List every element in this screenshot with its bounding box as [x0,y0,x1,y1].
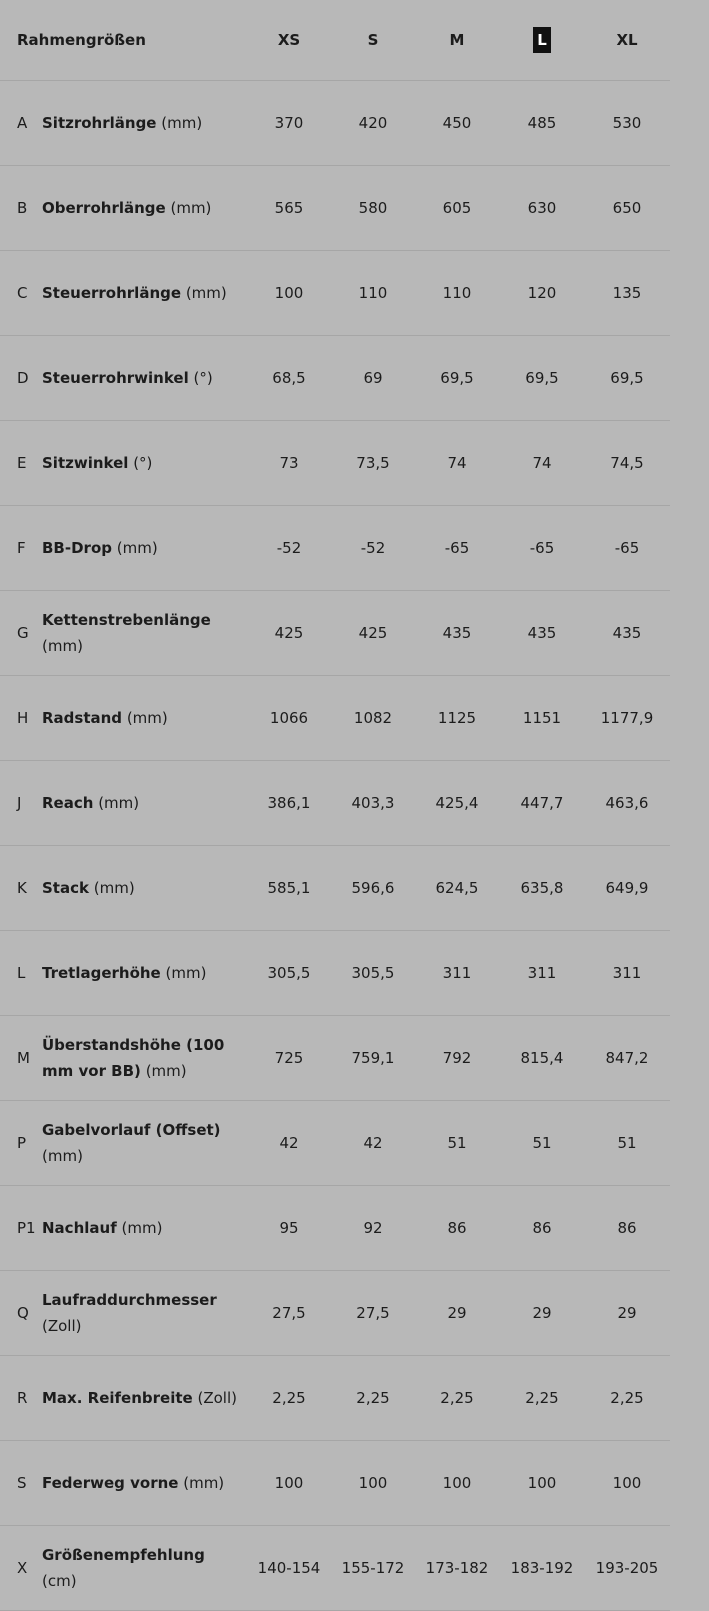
row-name: Stack [42,879,89,897]
value-xl: 100 [612,1474,642,1492]
row-name: Laufraddurchmesser [42,1291,217,1309]
row-name: Tretlagerhöhe [42,964,161,982]
value-m: 74 [447,454,467,472]
value-s: 2,25 [356,1389,390,1407]
row-letter: M [17,1049,30,1067]
table-row [0,421,670,506]
row-unit: (mm) [185,284,227,302]
row-label [42,607,242,659]
value-s: 305,5 [351,964,395,982]
value-xs: 68,5 [272,369,306,387]
row-unit: (mm) [42,1147,83,1165]
table-row [0,931,670,1016]
row-letter: J [17,794,22,812]
value-xs: 95 [279,1219,299,1237]
row-unit: (Zoll) [197,1389,237,1407]
row-letter: S [17,1474,27,1492]
table-row [0,1101,670,1186]
value-xl: 69,5 [610,369,644,387]
value-l: 815,4 [520,1049,564,1067]
row-letter: A [17,114,28,132]
value-xs: 2,25 [272,1389,306,1407]
row-letter: P1 [17,1219,36,1237]
value-l: 74 [532,454,552,472]
row-letter: H [17,709,29,727]
row-name: BB-Drop [42,539,112,557]
value-m: -65 [444,539,470,557]
table-row [0,251,670,336]
row-name: Gabelvorlauf (Offset) [42,1121,221,1139]
value-m: 435 [442,624,472,642]
value-s: 403,3 [351,794,395,812]
row-letter: C [17,284,28,302]
row-unit: (°) [193,369,213,387]
value-m: 86 [447,1219,467,1237]
row-name: Steuerrohrwinkel [42,369,189,387]
value-xl: 2,25 [610,1389,644,1407]
value-l: 2,25 [525,1389,559,1407]
table-row [0,1526,670,1611]
row-letter: G [17,624,29,642]
value-s: 110 [358,284,388,302]
table-row [0,761,670,846]
row-label [42,1032,242,1084]
row-unit: (mm) [93,879,135,897]
value-l: 447,7 [520,794,564,812]
value-xs: 100 [274,1474,304,1492]
value-xl: 193-205 [595,1559,659,1577]
value-l: 311 [527,964,557,982]
value-m: 1125 [437,709,477,727]
row-name: Sitzwinkel [42,454,129,472]
table-title: Rahmengrößen [17,31,146,49]
value-m: 69,5 [440,369,474,387]
row-unit: (mm) [121,1219,163,1237]
value-s: 73,5 [356,454,390,472]
value-m: 311 [442,964,472,982]
row-label [42,1287,242,1339]
table-row [0,1356,670,1441]
row-label [42,1542,242,1594]
value-m: 100 [442,1474,472,1492]
value-m: 29 [447,1304,467,1322]
value-xs: 305,5 [267,964,311,982]
row-letter: K [17,879,27,897]
row-unit: (mm) [170,199,212,217]
row-name: Radstand [42,709,123,727]
value-l: 183-192 [510,1559,574,1577]
value-m: 425,4 [435,794,479,812]
row-name: Oberrohrlänge [42,199,166,217]
value-m: 450 [442,114,472,132]
row-letter: E [17,454,27,472]
row-letter: Q [17,1304,29,1322]
row-label [42,110,242,136]
row-unit: (mm) [98,794,140,812]
row-label [42,705,242,731]
value-s: 420 [358,114,388,132]
row-letter: X [17,1559,28,1577]
row-label [42,1470,242,1496]
table-row [0,846,670,931]
value-xs: 100 [274,284,304,302]
value-s: 1082 [353,709,393,727]
value-xl: 650 [612,199,642,217]
value-s: 42 [363,1134,383,1152]
table-header-row [0,0,670,81]
row-name: Größenempfehlung [42,1546,205,1564]
value-xs: 42 [279,1134,299,1152]
row-letter: P [17,1134,27,1152]
table-row [0,81,670,166]
value-l: -65 [529,539,555,557]
row-label [42,1215,242,1241]
value-xs: 386,1 [267,794,311,812]
value-xs: 140-154 [257,1559,321,1577]
row-name: Nachlauf [42,1219,117,1237]
row-label [42,1385,242,1411]
table-row [0,506,670,591]
value-s: 425 [358,624,388,642]
row-label [42,450,242,476]
value-s: 580 [358,199,388,217]
row-label [42,875,242,901]
row-unit: (mm) [183,1474,225,1492]
value-m: 792 [442,1049,472,1067]
row-label [42,960,242,986]
value-xs: 585,1 [267,879,311,897]
value-xs: 27,5 [272,1304,306,1322]
value-m: 51 [447,1134,467,1152]
table-row [0,1441,670,1526]
value-xl: 435 [612,624,642,642]
value-xs: 565 [274,199,304,217]
value-xl: 51 [617,1134,637,1152]
row-name: Reach [42,794,94,812]
row-unit: (mm) [161,114,203,132]
selected-size-badge[interactable]: L [533,27,551,53]
value-l: 435 [527,624,557,642]
row-letter: D [17,369,29,387]
size-tab-l[interactable] [500,31,584,49]
value-l: 635,8 [520,879,564,897]
value-l: 86 [532,1219,552,1237]
value-m: 2,25 [440,1389,474,1407]
value-xl: 530 [612,114,642,132]
row-letter: L [17,964,26,982]
row-name: Max. Reifenbreite [42,1389,193,1407]
row-name: Federweg vorne [42,1474,179,1492]
value-xs: -52 [276,539,302,557]
size-tab-xs[interactable]: XS [277,31,301,49]
value-xs: 370 [274,114,304,132]
value-l: 51 [532,1134,552,1152]
value-l: 630 [527,199,557,217]
value-s: 100 [358,1474,388,1492]
value-s: 759,1 [351,1049,395,1067]
value-s: 27,5 [356,1304,390,1322]
row-unit: (mm) [126,709,168,727]
row-name: Sitzrohrlänge [42,114,157,132]
value-xl: 86 [617,1219,637,1237]
size-tab-s[interactable]: S [367,31,379,49]
value-xs: 73 [279,454,299,472]
value-xl: 847,2 [605,1049,649,1067]
row-label [42,195,242,221]
value-m: 605 [442,199,472,217]
row-label [42,1117,242,1169]
value-xs: 1066 [269,709,309,727]
row-letter: R [17,1389,28,1407]
row-letter: B [17,199,28,217]
value-xl: 135 [612,284,642,302]
table-row [0,676,670,761]
value-xs: 425 [274,624,304,642]
row-unit: (Zoll) [42,1317,82,1335]
value-s: 596,6 [351,879,395,897]
row-name: Kettenstrebenlänge [42,611,211,629]
size-tab-m[interactable]: M [449,31,465,49]
value-s: -52 [360,539,386,557]
row-label [42,280,242,306]
row-letter: F [17,539,26,557]
value-m: 173-182 [425,1559,489,1577]
row-label [42,790,242,816]
row-unit: (mm) [165,964,207,982]
row-name: Steuerrohrlänge [42,284,182,302]
value-l: 1151 [522,709,562,727]
value-s: 155-172 [341,1559,405,1577]
value-xl: 311 [612,964,642,982]
value-m: 624,5 [435,879,479,897]
value-xs: 725 [274,1049,304,1067]
value-l: 120 [527,284,557,302]
value-l: 100 [527,1474,557,1492]
value-xl: 29 [617,1304,637,1322]
value-xl: 649,9 [605,879,649,897]
value-xl: 1177,9 [600,709,654,727]
row-unit: (°) [133,454,153,472]
value-s: 92 [363,1219,383,1237]
value-xl: -65 [614,539,640,557]
value-l: 69,5 [525,369,559,387]
row-label [42,535,242,561]
table-row [0,166,670,251]
value-xl: 463,6 [605,794,649,812]
row-unit: (cm) [42,1572,77,1590]
table-row [0,1186,670,1271]
row-name: Überstandshöhe (100 mm vor BB) [42,1036,225,1080]
size-tab-xl[interactable]: XL [616,31,638,49]
value-m: 110 [442,284,472,302]
value-l: 29 [532,1304,552,1322]
row-unit: (mm) [145,1062,187,1080]
value-l: 485 [527,114,557,132]
row-label [42,365,242,391]
table-row [0,591,670,676]
table-row [0,1016,670,1101]
row-unit: (mm) [116,539,158,557]
table-row [0,336,670,421]
table-row [0,1271,670,1356]
value-xl: 74,5 [610,454,644,472]
row-unit: (mm) [42,637,83,655]
value-s: 69 [363,369,383,387]
